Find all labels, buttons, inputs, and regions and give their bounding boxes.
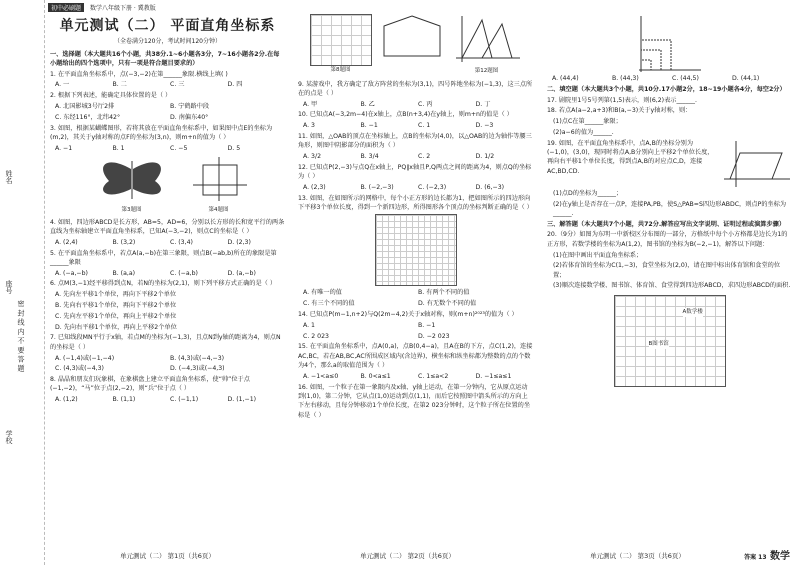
fig12-triangles: [452, 14, 522, 64]
question-4: 4. 如图，四边形ABCD是长方形，AB=5，AD=6，分别以长方形的长和宽平行的两条直线为坐标轴建立平面直角坐标系，已知A(−3,−2)，则点C的坐标是（ ）: [50, 218, 285, 235]
binding-margin: [0, 0, 45, 565]
section-3: 三、解答题（本大题共7个小题，共72分.解答应写出文字说明、证明过程或演算步骤）: [547, 220, 786, 228]
options-2b: C. 东经116°，北纬42° D. 南偏东40°: [55, 113, 209, 121]
options-15: A. −1<a≤0 B. 0<a≤1 C. 1≤a<2 D. −1≤a≤1: [303, 372, 512, 380]
options-4: A. (2,4) B. (3,2) C. (3,4) D. (2,3): [55, 238, 251, 246]
question-5: 5. 在平面直角坐标系中，若点A(a,−b)在第三象限，则点B(−ab,b)所在的象限是第______象限: [50, 249, 277, 266]
fig3-caption: 第3题图: [121, 207, 142, 214]
question-7: 7. 已知线段MN平行于x轴，若点M的坐标为(−1,3)，且点N到y轴的距离为4，则点N的坐标是（ ）: [50, 334, 281, 351]
fig4-caption: 第4题图: [208, 207, 229, 214]
options-13b: C. 有三个不同的值 D. 有无数个不同的值: [303, 300, 477, 308]
section-2: 二、填空题（本大题共3个小题，共10分.17小题2分，18~19小题各4分，每空2分）: [547, 85, 786, 93]
options-8: A. (1,2) B. (1,1) C. (−1,1) D. (1,−1): [55, 396, 257, 404]
options-1: A. 一 B. 二 C. 三 D. 四: [55, 81, 243, 89]
question-13: 13. 如图，在如图所示的网格中，每个小正方形的边长都为1，把如图所示的四边形向下平移3个单位长度，得到一个新四边形，所得图形各个顶点的坐标判断正确的是（ ）: [298, 194, 533, 212]
options-7b: C. (4,3)或(−4,3) D. (−4,3)或(−4,3): [55, 365, 225, 373]
butterfly-figure: [87, 155, 177, 203]
footer-page-2: 单元测试（二） 第2页（共6页）: [360, 552, 455, 560]
footer-page-1: 单元测试（二） 第1页（共6页）: [120, 552, 215, 560]
question-20: 20.（9分）如图为东明一中新校区分布图的一部分，方格纸中每个小方格都是边长为1的正方形，若数学楼的坐标为A(1,2)，图书馆的坐标为B(−2,−1)，解答以下问题：: [547, 231, 788, 248]
header-text: 数学八年级下册 · 冀教版: [90, 5, 156, 12]
question-10: 10. 已知点A(−3,2m−4)在x轴上，点B(n+3,4)在y轴上，则m+n的值是（ ）: [298, 111, 513, 119]
question-17: 17. 剧院里1号5号列第(1,5)表示，则(6,2)表示______.: [547, 96, 697, 104]
question-3: 3. 如图，根据某蝴蝶图形，若将其放在平面直角坐标系中，如果图中点E的坐标为(m,2)，其关于y轴对称的点F的坐标为(3,n)，则m+n的值为（ ）: [50, 124, 273, 141]
seat-label: 座号: [5, 280, 13, 294]
options-14b: C. 2 023 D. −2 023: [303, 332, 450, 340]
question-6: 6. 点M(3,−1)经平移得到点N，若N的坐标为(2,1)，则下列平移方式正确的是（ ）: [50, 280, 277, 288]
exam-note: （全卷满分120分，考试时间120分钟）: [114, 38, 221, 46]
column-1: 单元测试（二） 平面直角坐标系 （全卷满分120分，考试时间120分钟） 一、选择题（本大题共16个小题，共38分.1~6小题各3分，7~16小题各2分.在每小题给出的四个选项中，只有一项是符合题目要求的） 1. 在平面直角坐标系中，点(−3,−2)在第______象限.横线上填( ) A. 一 B. 二 C. 三 D. 四 2. 根据下列表述，能确定具体位置的是（ ） A. 北国影城3号厅2排 B. 宁鹤路中段 C. 东经116°，北纬42° D. 南偏东40° 3. 如图，根据某蝴蝶图形，若将其放在平面直角坐标系中，如果图中点E的坐标为(m,2)，其关于y轴对称的点F的坐标为(3,n)，则m+n的值为（ ） A. −1 B. 1 C. −5 D. 5 第3题图 第4题图 4. 如图，四边形ABCD是长方形，AB=5，AD=6，分别以长方形的长和宽平行的两条直线为坐标轴建立平面直角坐标系，已知A(−3,−2)，则点C的坐标是（ ） A. (2,4) B. (3,2) C. (3,4) D. (2,3) 5. 在平面直角坐标系中，若点A(a,−b)在第三象限，则点B(−ab,b)所在的象限是第______象限 A. (−a,−b) B. (a,a) C. (−a,b) D. (a,−b) 6. 点M(3,−1)经平移得到点N，若N的坐标为(2,1)，则下列平移方式正确的是（ ） A. 先向左平移1个单位，再向下平移2个单位 B. 先向右平移1个单位，再向下平移2个单位 C. 先向左平移1个单位，再向上平移2个单位 D. 先向右平移1个单位，再向上平移2个单位 7. 已知线段MN平行于x轴，若点M的坐标为(−1,3)，且点N到y轴的距离为4，则点N的坐标是（ ） A. (−1,4)或(−1,−4) B. (4,3)或(−4,−3) C. (4,3)或(−4,3) D. (−4,3)或(−4,3) 8. 晶晶和朋友们玩象棋，在象棋盘上建立平面直角坐标系，使“帅”位于点(−1,−2)，“马”位于点(2,−2)，则“兵”位于点（ ） A. (1,2) B. (1,1) C. (−1,1) D. (1,−1): [50, 18, 285, 404]
school-label: 学校: [5, 430, 13, 444]
options-11: A. 3/2 B. 3/4 C. 2 D. 1/2: [303, 153, 495, 161]
question-16: 16. 如图，一个粒子在第一象限内及x轴、y轴上运动，在第一分钟内，它从原点运动到(1,0)，第二分钟，它从点(1,0)运动到点(1,1)，而后它按照图中箭头所示的方向上下左右移动，且每分钟移动1个单位长度，在第2 023分钟时，这个粒子所在位置的坐标是（ ）: [298, 383, 531, 419]
fig13-grid: [375, 214, 457, 286]
question-19: 19. 如图，在平面直角坐标系中，点A,B的坐标分别为(−1,0)，(3,0)，现同时将点A,B分别向上平移2个单位长度，再向右平移1个单位长度，得到点A,B的对应点C,D，连接AC,BD,CD.: [547, 139, 714, 175]
options-7a: A. (−1,4)或(−1,−4) B. (4,3)或(−4,−3): [55, 354, 225, 362]
question-18: 18. 若点A(a−2,a+3)和B(a,−3)关于y轴对称，则：: [547, 107, 692, 115]
header-tag: 初中必刷题: [48, 3, 84, 12]
options-13a: A. 有唯一的值 B. 有两个不同的值: [303, 289, 470, 297]
subject-label: 答案 13 数学: [744, 551, 790, 562]
options-2a: A. 北国影城3号厅2排 B. 宁鹤路中段: [55, 103, 210, 111]
question-12: 12. 已知点P(2,−3)与点Q在x轴上，PQ∥x轴且P,Q两点之间的距离为4，则点Q的坐标为（ ）: [298, 163, 532, 181]
fig8-grid: [310, 14, 372, 66]
section-1: 一、选择题（本大题共16个小题，共38分.1~6小题各3分，7~16小题各2分.在每小题给出的四个选项中，只有一项是符合题目要求的）: [50, 50, 280, 67]
question-2: 2. 根据下列表述，能确定具体位置的是（ ）: [50, 92, 172, 100]
campus-grid: [614, 295, 726, 387]
math-building-label: A数学楼: [683, 308, 703, 317]
options-14a: A. 1 B. −1: [303, 321, 436, 329]
footer-page-3: 单元测试（二） 第3页（共6页）: [590, 552, 685, 560]
fig16-path: [635, 14, 705, 74]
options-12: A. (2,3) B. (−2,−3) C. (−2,3) D. (6,−3): [303, 184, 505, 192]
fig19-parallelogram: [722, 139, 792, 189]
question-8: 8. 晶晶和朋友们玩象棋，在象棋盘上建立平面直角坐标系，使“帅”位于点(−1,−2)，“马”位于点(2,−2)，则“兵”位于点（ ）: [50, 376, 250, 393]
options-16: A. (44,4) B. (44,3) C. (44,5) D. (44,1): [552, 75, 760, 82]
options-9: A. 甲 B. 乙 C. 丙 D. 丁: [303, 100, 491, 108]
question-9: 9. 某游戏中，我方确定了敌方阵营的坐标为(3,1)，四号阵地坐标为(−1,3)，这三点所在的点是（ ）: [298, 80, 533, 97]
page-title: 单元测试（二） 平面直角坐标系: [59, 18, 276, 34]
column-2: 第8题图 第12题图 9. 某游戏中，我方确定了敌方阵营的坐标为(3,1)，四号阵地坐标为(−1,3)，这三点所在的点是（ ） A. 甲 B. 乙 C. 丙 D. 丁 10. 已知点A(−3,2m−4)在x轴上，点B(n+3,4)在y轴上，则m+n的值是（ ） A. 3 B. −1 C. 1 D. −3 11. 如图，△OAB的顶点在坐标轴上，点B的坐标为(4,0)，以△OAB的边为轴作等腰三角形，则图中阴影部分的面积为（ ） A. 3/2 B. 3/4 C. 2 D. 1/2 12. 已知点P(2,−3)与点Q在x轴上，PQ∥x轴且P,Q两点之间的距离为4，则点Q的坐标为（ ） A. (2,3) B. (−2,−3) C. (−2,3) D. (6,−3) 13. 如图，在如图所示的网格中，每个小正方形的边长都为1，把如图所示的四边形向下平移3个单位长度，得到一个新四边形，所得图形各个顶点的坐标判断正确的是（ ） A. 有唯一的值 B. 有两个不同的值 C. 有三个不同的值 D. 有无数个不同的值 14. 已知点P(m−1,n+2)与Q(2m−4,2)关于x轴对称，则(m+n)²⁰²³的值为（ ） A. 1 B. −1 C. 2 023 D. −2 023 15. 在平面直角坐标系中，点A(0,a)，点B(0,4−a)，且A在B的下方，点C(1,2)，连接AC,BC，若在AB,BC,AC所围成区域内(含边界)，横坐标和纵坐标都为整数的点的个数为4个，那么a的取值范围为（ ） A. −1<a≤0 B. 0<a≤1 C. 1≤a<2 D. −1≤a≤1 16. 如图，一个粒子在第一象限内及x轴、y轴上运动，在第一分钟内，它从原点运动到(1,0)，第二分钟，它从点(1,0)运动到点(1,1)，而后它按照图中箭头所示的方向上下左右移动，且每分钟移动1个单位长度，在第2 023分钟时，这个粒子所在位置的坐标是（ ）: [298, 14, 533, 421]
question-15: 15. 在平面直角坐标系中，点A(0,a)，点B(0,4−a)，且A在B的下方，点C(1,2)，连接AC,BC，若在AB,BC,AC所围成区域内(含边界)，横坐标和纵坐标都为整数的点的个数为4个，那么a的取值范围为（ ）: [298, 343, 533, 370]
rectangle-figure: [189, 155, 249, 203]
question-11: 11. 如图，△OAB的顶点在坐标轴上，点B的坐标为(4,0)，以△OAB的边为轴作等腰三角形，则图中阴影部分的面积为（ ）: [298, 133, 532, 150]
column-3: A. (44,4) B. (44,3) C. (44,5) D. (44,1) 二、填空题（本大题共3个小题，共10分.17小题2分，18~19小题各4分，每空2分） 17. 剧院里1号5号列第(1,5)表示，则(6,2)表示______. 18. 若点A(a−2,a+3)和B(a,−3)关于y轴对称，则： (1)点C在第______象限； (2)a−6的值为______. 19. 如图，在平面直角坐标系中，点A,B的坐标分别为(−1,0)，(3,0)，现同时将点A,B分别向上平移2个单位长度，再向右平移1个单位长度，得到点A,B的对应点C,D，连接AC,BD,CD. (1)点D的坐标为______； (2)在y轴上是否存在一点P，连接PA,PB，使S△PAB=S四边形ABDC，则点P的坐标为______. 三、解答题（本大题共7个小题，共72分.解答应写出文字说明、证明过程或演算步骤） 20.（9分）如图为东明一中新校区分布图的一部分，方格纸中每个小方格都是边长为1的正方形，若数学楼的坐标为A(1,2)，图书馆的坐标为B(−2,−1)，解答以下问题： (1)在图中画出平面直角坐标系； (2)若体育馆的坐标为C(1,−3)，食堂坐标为(2,0)，请在图中标出体育馆和食堂的位置； (3)顺次连接数学楼、图书馆、体育馆、食堂得到四边形ABCD，求四边形ABCD的面积. A数学楼 B图书馆: [547, 14, 792, 387]
name-label: 姓名: [5, 170, 13, 184]
page-header: [48, 3, 156, 12]
fig-sign: [382, 14, 442, 64]
options-10: A. 3 B. −1 C. 1 D. −3: [303, 122, 494, 130]
options-3: A. −1 B. 1 C. −5 D. 5: [55, 144, 241, 152]
seal-note: 密 封 线 内 不 要 答 题: [17, 300, 25, 372]
library-label: B图书馆: [649, 340, 669, 349]
question-14: 14. 已知点P(m−1,n+2)与Q(2m−4,2)关于x轴对称，则(m+n)²⁰²³的值为（ ）: [298, 311, 518, 319]
options-5: A. (−a,−b) B. (a,a) C. (−a,b) D. (a,−b): [55, 269, 256, 277]
question-1: 1. 在平面直角坐标系中，点(−3,−2)在第______象限.横线上填( ): [50, 70, 228, 78]
